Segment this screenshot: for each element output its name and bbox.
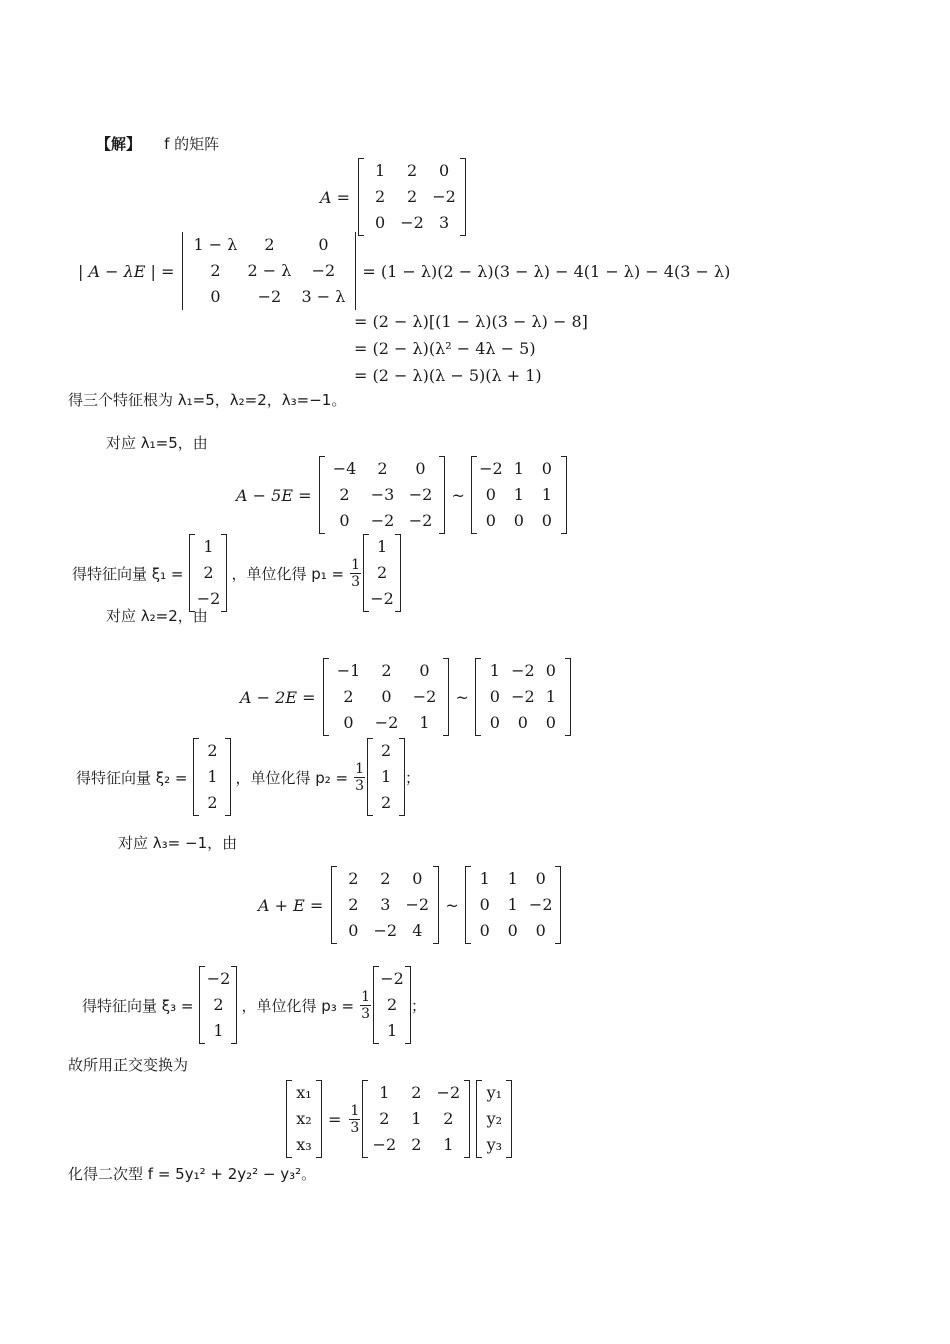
case3-reduction <box>258 866 561 944</box>
matrix-cell: 2 <box>411 1135 422 1154</box>
matrix-cell: x₁ <box>296 1083 312 1102</box>
matrix-cell: 0 <box>210 287 221 306</box>
case2-vector <box>193 738 231 816</box>
det-step-1: = (1 − λ)(2 − λ)(3 − λ) − 4(1 − λ) − 4(3 − λ) <box>362 261 731 281</box>
matrix-cell: 2 <box>348 895 359 914</box>
matrix-cell: 2 <box>207 793 218 812</box>
matrix-cell: −2 <box>412 687 437 706</box>
case1-lhs: A − 5E = <box>236 485 312 505</box>
matrix-cell: 1 <box>386 1021 398 1040</box>
matrix-cell: 2 <box>264 235 275 254</box>
matrix-cell: 0 <box>541 511 552 530</box>
matrix-cell: 1 <box>489 661 500 680</box>
case3-eigenvector <box>82 966 426 1044</box>
matrix-cell: −2 <box>511 687 535 706</box>
frac-num: 1 <box>361 988 371 1005</box>
matrix-cell: 1 <box>513 485 524 504</box>
matrix-cell: 0 <box>535 921 546 940</box>
case3-unit-vector <box>373 966 411 1044</box>
matrix-cell: 0 <box>419 661 430 680</box>
orthogonal-matrix <box>362 1080 470 1158</box>
similar-sign: ~ <box>451 485 465 505</box>
transform-text: 故所用正交变换为 <box>68 1056 189 1074</box>
matrix-cell: 0 <box>479 895 490 914</box>
transform-equation <box>286 1080 512 1158</box>
case3-vector <box>199 966 237 1044</box>
matrix-cell: 2 <box>380 869 391 888</box>
matrix-cell: 0 <box>485 511 496 530</box>
y-vector <box>476 1080 512 1158</box>
matrix-cell: 0 <box>545 661 556 680</box>
case2-reduced-matrix <box>475 658 571 736</box>
case1-unit-vector <box>363 534 401 612</box>
matrix-cell: −2 <box>373 921 398 940</box>
matrix-cell: 3 <box>438 213 450 232</box>
matrix-cell: −2 <box>196 589 221 608</box>
matrix-cell: 2 <box>411 1083 422 1102</box>
matrix-cell: 2 <box>406 161 418 180</box>
case2-matrix <box>323 658 449 736</box>
matrix-cell: −2 <box>374 713 399 732</box>
matrix-cell: 2 <box>339 485 350 504</box>
matrix-cell: −2 <box>380 969 404 988</box>
matrix-cell: 1 − λ <box>193 235 238 254</box>
frac-den: 3 <box>351 573 361 590</box>
solution-heading <box>96 133 219 154</box>
matrix-cell: 0 <box>479 921 490 940</box>
case3-reduced-matrix <box>465 866 561 944</box>
matrix-cell: −2 <box>436 1083 461 1102</box>
matrix-cell: 2 <box>406 187 418 206</box>
matrix-cell: 1 <box>541 485 552 504</box>
matrix-cell: y₃ <box>486 1135 503 1154</box>
matrix-cell: 1 <box>207 767 218 786</box>
matrix-cell: −2 <box>257 287 282 306</box>
matrix-cell: 0 <box>343 713 354 732</box>
case1-matrix <box>319 456 445 534</box>
matrix-cell: 2 <box>443 1109 454 1128</box>
matrix-cell: 0 <box>535 869 546 888</box>
matrix-cell: 4 <box>412 921 423 940</box>
matrix-cell: −2 <box>528 895 553 914</box>
matrix-cell: 0 <box>517 713 528 732</box>
det-matrix <box>182 232 356 310</box>
matrix-cell: 1 <box>513 459 524 478</box>
matrix-cell: 2 <box>374 187 386 206</box>
case1-reduced-matrix <box>471 456 567 534</box>
matrix-cell: 2 <box>379 1109 390 1128</box>
matrix-cell: −4 <box>332 459 357 478</box>
matrix-cell: 0 <box>513 511 524 530</box>
intro-text: f 的矩阵 <box>164 135 220 153</box>
matrix-cell: 0 <box>415 459 426 478</box>
frac-den: 3 <box>361 1005 371 1022</box>
case2-unit-vector <box>367 738 405 816</box>
matrix-cell: 0 <box>381 687 392 706</box>
matrix-cell: 2 <box>348 869 359 888</box>
matrix-cell: 2 <box>203 563 214 582</box>
matrix-cell: 0 <box>545 713 556 732</box>
matrix-cell: 2 <box>210 261 221 280</box>
case2-vec-label: 得特征向量 ξ₂ = <box>76 768 188 787</box>
matrix-cell: 1 <box>411 1109 422 1128</box>
case3-fraction <box>360 990 371 1021</box>
transform-fraction <box>349 1104 360 1135</box>
matrix-cell: 2 <box>377 459 388 478</box>
matrix-cell: 1 <box>419 713 430 732</box>
matrix-cell: 0 <box>541 459 552 478</box>
case3-lhs: A + E = <box>258 895 324 915</box>
case1-eigenvector <box>72 534 401 612</box>
matrix-cell: −2 <box>400 213 424 232</box>
x-vector <box>286 1080 322 1158</box>
matrix-cell: 1 <box>374 161 386 180</box>
case1-unit-label: ，单位化得 p₁ = <box>231 564 345 583</box>
roots-text: 得三个特征根为 λ₁=5，λ₂=2，λ₃=−1。 <box>68 391 347 409</box>
matrix-cell: 1 <box>380 767 392 786</box>
matrix-cell: −2 <box>408 511 433 530</box>
determinant-equation <box>78 232 730 310</box>
matrix-cell: −2 <box>479 459 503 478</box>
matrix-cell: 0 <box>374 213 386 232</box>
case2-unit-label: ，单位化得 p₂ = <box>235 768 349 787</box>
matrix-cell: 0 <box>485 485 496 504</box>
matrix-cell: −2 <box>372 1135 397 1154</box>
matrix-cell: 2 − λ <box>247 261 292 280</box>
case1-heading: 对应 λ₁=5，由 <box>106 434 208 452</box>
frac-num: 1 <box>351 556 361 573</box>
matrix-cell: 2 <box>376 563 388 582</box>
case1-vec-label: 得特征向量 ξ₁ = <box>72 564 184 583</box>
case2-fraction <box>354 762 365 793</box>
case2-eigenvector <box>76 738 420 816</box>
matrix-cell: x₃ <box>296 1135 312 1154</box>
det-step-4: = (2 − λ)(λ − 5)(λ + 1) <box>354 366 542 385</box>
case3-unit-label: ，单位化得 p₃ = <box>241 996 355 1015</box>
case3-matrix <box>331 866 439 944</box>
matrix-cell: 0 <box>339 511 350 530</box>
case3-vec-label: 得特征向量 ξ₃ = <box>82 996 194 1015</box>
case1-fraction <box>350 558 361 589</box>
case1-reduction <box>236 456 567 534</box>
matrix-cell: 2 <box>386 995 398 1014</box>
frac-den: 3 <box>355 777 365 794</box>
matrix-cell: 0 <box>318 235 329 254</box>
det-step-3: = (2 − λ)(λ² − 4λ − 5) <box>354 339 536 358</box>
matrix-cell: y₂ <box>486 1109 503 1128</box>
matrix-cell: −2 <box>311 261 336 280</box>
matrix-a-label: A = <box>320 187 351 207</box>
det-label: | A − λE | = <box>78 261 175 281</box>
matrix-cell: x₂ <box>296 1109 312 1128</box>
matrix-cell: 0 <box>489 687 500 706</box>
frac-num: 1 <box>355 760 365 777</box>
det-step-2: = (2 − λ)[(1 − λ)(3 − λ) − 8] <box>354 312 588 331</box>
similar-sign: ~ <box>445 895 459 915</box>
frac-num: 1 <box>350 1102 360 1119</box>
similar-sign: ~ <box>455 687 469 707</box>
matrix-cell: 3 − λ <box>301 287 346 306</box>
matrix-a-equation <box>320 158 466 236</box>
matrix-cell: 1 <box>376 537 388 556</box>
matrix-cell: −3 <box>370 485 395 504</box>
matrix-cell: −2 <box>370 511 395 530</box>
matrix-cell: 0 <box>348 921 359 940</box>
case3-tail: ； <box>411 996 427 1015</box>
case3-heading: 对应 λ₃= −1，由 <box>118 834 238 852</box>
matrix-cell: 3 <box>380 895 391 914</box>
matrix-cell: 1 <box>545 687 556 706</box>
matrix-cell: 1 <box>213 1021 224 1040</box>
matrix-cell: −2 <box>405 895 430 914</box>
frac-den: 3 <box>350 1119 360 1136</box>
matrix-cell: 0 <box>412 869 423 888</box>
matrix-cell: −1 <box>336 661 361 680</box>
matrix-cell: 2 <box>380 793 392 812</box>
matrix-cell: −2 <box>370 589 394 608</box>
matrix-cell: 1 <box>507 895 518 914</box>
matrix-cell: −2 <box>206 969 231 988</box>
matrix-cell: −2 <box>511 661 535 680</box>
matrix-cell: 1 <box>443 1135 454 1154</box>
matrix-cell: 2 <box>380 741 392 760</box>
matrix-cell: 2 <box>381 661 392 680</box>
matrix-cell: −2 <box>432 187 456 206</box>
case1-vector <box>189 534 227 612</box>
matrix-cell: 2 <box>213 995 224 1014</box>
matrix-cell: −2 <box>408 485 433 504</box>
matrix-cell: 1 <box>379 1083 390 1102</box>
case2-lhs: A − 2E = <box>240 687 316 707</box>
matrix-cell: 0 <box>489 713 500 732</box>
matrix-cell: 2 <box>207 741 218 760</box>
matrix-cell: 0 <box>507 921 518 940</box>
matrix-cell: 0 <box>438 161 450 180</box>
matrix-cell: 2 <box>343 687 354 706</box>
matrix-cell: 1 <box>507 869 518 888</box>
solution-label: 【解】 <box>96 135 142 153</box>
case2-reduction <box>240 658 571 736</box>
equals-sign: = <box>328 1109 342 1129</box>
final-text: 化得二次型 f = 5y₁² + 2y₂² − y₃²。 <box>68 1165 317 1183</box>
matrix-a <box>358 158 466 236</box>
matrix-cell: 1 <box>479 869 490 888</box>
matrix-cell: 1 <box>203 537 214 556</box>
matrix-cell: y₁ <box>486 1083 503 1102</box>
case2-tail: ； <box>405 768 421 787</box>
case2-heading: 对应 λ₂=2，由 <box>106 607 208 625</box>
